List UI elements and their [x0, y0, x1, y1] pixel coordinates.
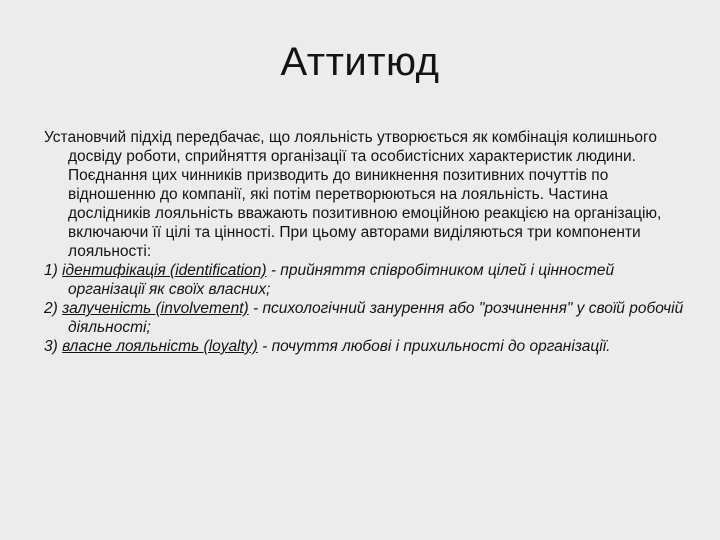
item-term: залученість (involvement) [62, 300, 249, 317]
slide-body [44, 128, 684, 356]
item-description: - прийняття співробітником цілей і цінностей організації як своїх власних; [68, 262, 615, 298]
list-item-identification [44, 261, 684, 299]
list-item-loyalty [44, 337, 684, 356]
item-number: 1) [44, 262, 58, 279]
item-number: 3) [44, 338, 58, 355]
item-term: власне лояльність (loyalty) [62, 338, 258, 355]
item-term: ідентифікація (identification) [62, 262, 267, 279]
intro-paragraph: Установчий підхід передбачає, що лояльність утворюється як комбінація колишнього досвіду роботи, сприйняття організації та особистісних характеристик людини. Поєднання цих чинників призводить до виникнення позитивних почуттів по відношенню до компанії, які потім перетворюються на лояльність. Частина дослідників лояльність вважають позитивною емоційною реакцією на організацію, включаючи її цілі та цінності. При цьому авторами виділяються три компоненти лояльності: [44, 129, 662, 260]
item-description: - почуття любові і прихильності до організації. [262, 338, 611, 355]
item-number: 2) [44, 300, 58, 317]
item-description: - психологічний занурення або "розчинення" у своїй робочій діяльності; [68, 300, 684, 336]
slide-title: Аттитюд [280, 40, 440, 84]
list-item-involvement [44, 299, 684, 337]
